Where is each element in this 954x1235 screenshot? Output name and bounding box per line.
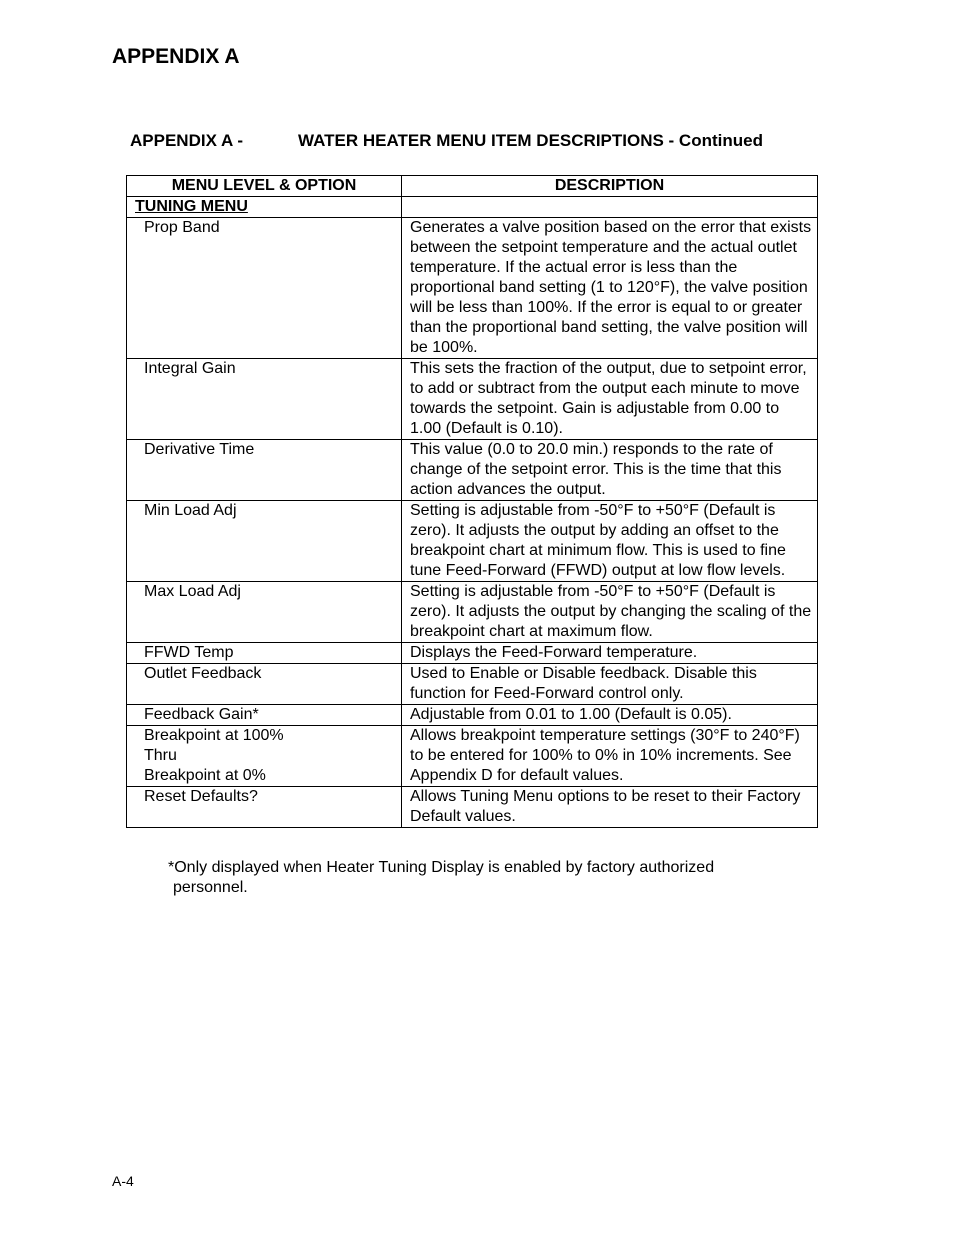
section-number: APPENDIX A - — [130, 131, 244, 150]
table-row — [127, 218, 818, 359]
option-cell — [127, 787, 402, 828]
option-cell — [127, 218, 402, 359]
description-cell: This sets the fraction of the output, due to setpoint error, to add or subtract from the output each minute to move towards the setpoint. Gain is adjustable from 0.00 to 1.00 (Default is 0.10). — [402, 359, 818, 440]
option-cell — [127, 643, 402, 664]
footnote — [168, 858, 788, 898]
section-title-text: WATER HEATER MENU ITEM DESCRIPTIONS - Continued — [298, 131, 763, 150]
option-label: Max Load Adj — [144, 583, 241, 600]
option-cell — [127, 359, 402, 440]
table-row — [127, 440, 818, 501]
description-cell: Setting is adjustable from -50°F to +50°F (Default is zero). It adjusts the output by adding an offset to the breakpoint chart at minimum flow. This is used to fine tune Feed-Forward (FFWD) output at low flow levels. — [402, 501, 818, 582]
option-label: Prop Band — [144, 219, 220, 236]
option-label: Breakpoint at 100% — [144, 727, 284, 744]
page-number: A-4 — [112, 1173, 134, 1189]
description-cell: Used to Enable or Disable feedback. Disable this function for Feed-Forward control only. — [402, 664, 818, 705]
running-head: APPENDIX A — [112, 45, 240, 68]
table-row — [127, 787, 818, 828]
option-label: Derivative Time — [144, 441, 255, 458]
footnote-line-2: personnel. — [173, 879, 248, 896]
description-cell: Generates a valve position based on the error that exists between the setpoint temperature and the actual outlet temperature. If the actual error is less than the proportional band setting (1 to 120°F), the valve position will be less than 100%. If the error is equal to or greater than the proportional band setting, the valve position will be 100%. — [402, 218, 818, 359]
description-cell: Allows Tuning Menu options to be reset to their Factory Default values. — [402, 787, 818, 828]
option-cell — [127, 664, 402, 705]
table-row — [127, 501, 818, 582]
header-menu-level: MENU LEVEL & OPTION — [127, 176, 402, 197]
option-cell — [127, 501, 402, 582]
menu-item-table — [126, 175, 818, 828]
header-description: DESCRIPTION — [402, 176, 818, 197]
description-cell: This value (0.0 to 20.0 min.) responds to the rate of change of the setpoint error. This is the time that this action advances the output. — [402, 440, 818, 501]
description-cell: Displays the Feed-Forward temperature. — [402, 643, 818, 664]
option-label: Reset Defaults? — [144, 788, 258, 805]
option-cell — [127, 705, 402, 726]
table-row — [127, 705, 818, 726]
option-label: Feedback Gain* — [144, 706, 259, 723]
table-row — [127, 582, 818, 643]
group-label-tuning-menu: TUNING MENU — [127, 197, 402, 218]
table-header-row — [127, 176, 818, 197]
table-row — [127, 726, 818, 787]
option-label: Integral Gain — [144, 360, 236, 377]
option-label: FFWD Temp — [144, 644, 234, 661]
footnote-line-1: *Only displayed when Heater Tuning Display is enabled by factory authorized — [168, 859, 715, 876]
table-row — [127, 664, 818, 705]
description-cell: Setting is adjustable from -50°F to +50°F (Default is zero). It adjusts the output by changing the scaling of the breakpoint chart at maximum flow. — [402, 582, 818, 643]
option-cell — [127, 582, 402, 643]
option-label: Min Load Adj — [144, 502, 237, 519]
group-description-empty — [402, 197, 818, 218]
option-cell — [127, 726, 402, 787]
description-cell: Allows breakpoint temperature settings (30°F to 240°F) to be entered for 100% to 0% in 10% increments. See Appendix D for default values. — [402, 726, 818, 787]
description-cell: Adjustable from 0.01 to 1.00 (Default is 0.05). — [402, 705, 818, 726]
section-title — [130, 131, 763, 151]
group-row — [127, 197, 818, 218]
table-row — [127, 359, 818, 440]
option-label: Breakpoint at 0% — [144, 767, 266, 784]
table-row — [127, 643, 818, 664]
option-cell — [127, 440, 402, 501]
option-label: Outlet Feedback — [144, 665, 262, 682]
option-label: Thru — [144, 747, 177, 764]
